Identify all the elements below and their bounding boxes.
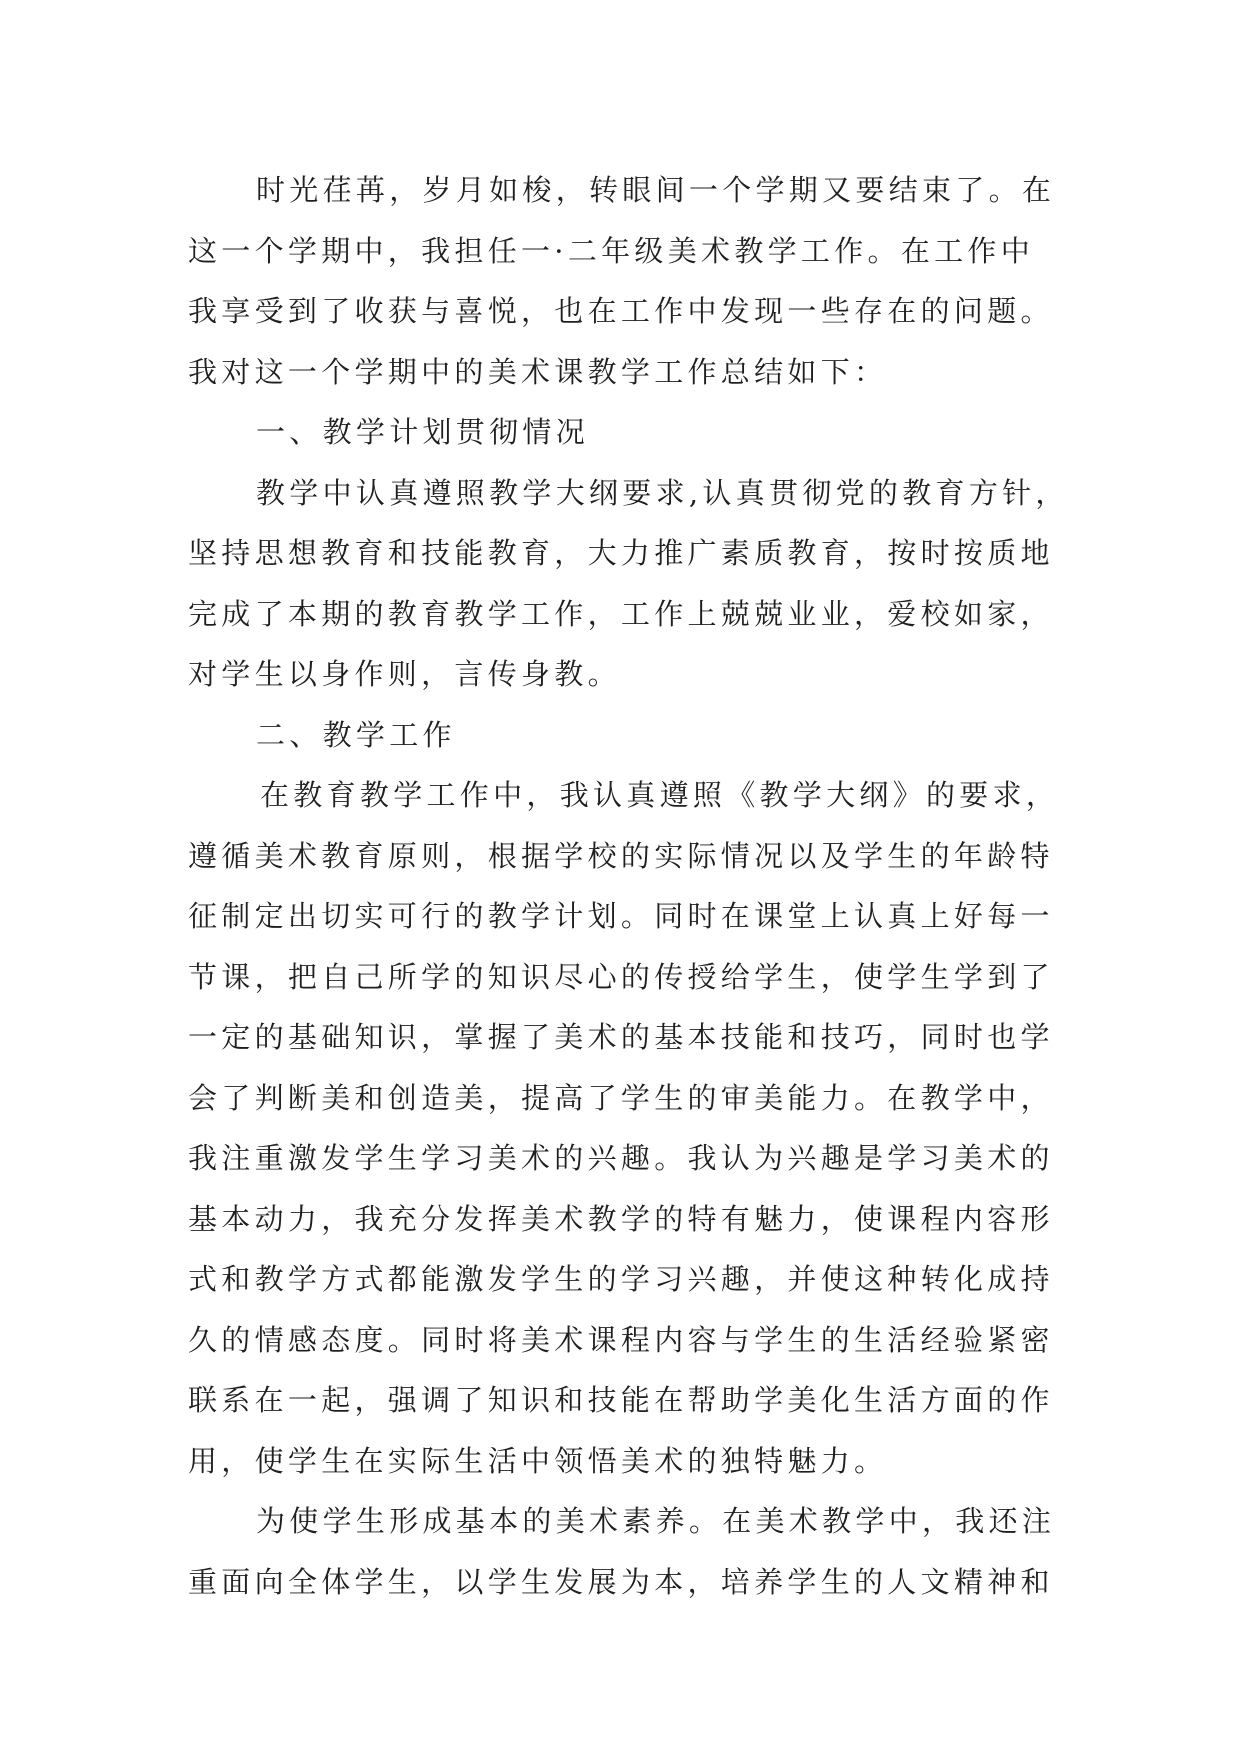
text-line: 对学生以身作则，言传身教。	[188, 657, 621, 691]
text-line: 节课，把自己所学的知识尽心的传授给学生，使学生学到了	[188, 959, 1054, 994]
text-line: 会了判断美和创造美，提高了学生的审美能力。在教学中，	[188, 1080, 1054, 1115]
text-line: 遵循美术教育原则，根据学校的实际情况以及学生的年龄特	[188, 838, 1054, 873]
text-line: 基本动力，我充分发挥美术教学的特有魅力，使课程内容形	[188, 1201, 1054, 1236]
text-line: 一定的基础知识，掌握了美术的基本技能和技巧，同时也学	[188, 1020, 1054, 1054]
text-line: 这一个学期中，我担任一·二年级美术教学工作。在工作中	[188, 233, 1035, 268]
text-line: 坚持思想教育和技能教育，大力推广素质教育，按时按质地	[188, 536, 1054, 570]
text-line: 重面向全体学生，以学生发展为本，培养学生的人文精神和	[188, 1564, 1054, 1599]
section-heading: 一、教学计划贯彻情况	[256, 415, 590, 449]
text-line: 教学中认真遵照教学大纲要求,认真贯彻党的教育方针，	[256, 475, 1069, 510]
text-line: 征制定出切实可行的教学计划。同时在课堂上认真上好每一	[188, 899, 1054, 933]
text-line: 我对这一个学期中的美术课教学工作总结如下：	[188, 354, 888, 389]
text-line: 久的情感态度。同时将美术课程内容与学生的生活经验紧密	[188, 1322, 1054, 1357]
text-line: 我享受到了收获与喜悦，也在工作中发现一些存在的问题。	[188, 294, 1054, 328]
text-line: 我注重激发学生学习美术的兴趣。我认为兴趣是学习美术的	[188, 1141, 1054, 1175]
text-line: 为使学生形成基本的美术素养。在美术教学中，我还注	[256, 1504, 1056, 1538]
document-body	[188, 160, 1068, 1612]
text-line: 完成了本期的教育教学工作，工作上兢兢业业，爱校如家，	[188, 596, 1054, 631]
text-line: 用，使学生在实际生活中领悟美术的独特魅力。	[188, 1443, 888, 1478]
text-line: 在教育教学工作中，我认真遵照《教学大纲》的要求，	[260, 778, 1060, 812]
text-line: 联系在一起，强调了知识和技能在帮助学美化生活方面的作	[188, 1383, 1054, 1417]
text-line: 式和教学方式都能激发学生的学习兴趣，并使这种转化成持	[188, 1262, 1054, 1296]
text-line: 时光荏苒，岁月如梭，转眼间一个学期又要结束了。在	[256, 173, 1056, 207]
section-heading: 二、教学工作	[256, 717, 456, 752]
